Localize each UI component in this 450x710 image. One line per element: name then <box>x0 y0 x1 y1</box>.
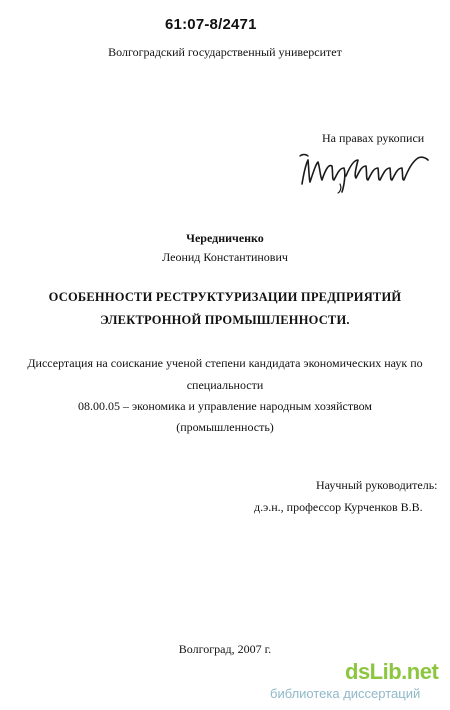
place-and-year: Волгоград, 2007 г. <box>178 642 272 656</box>
handwritten-signature <box>296 146 434 194</box>
advisor-name: д.э.н., профессор Курченков В.В. <box>254 500 423 514</box>
degree-description-line-1: Диссертация на соискание ученой степени кандидата экономических наук по <box>27 356 423 370</box>
thesis-title-line-1: ОСОБЕННОСТИ РЕСТРУКТУРИЗАЦИИ ПРЕДПРИЯТИЙ <box>48 290 402 304</box>
advisor-label: Научный руководитель: <box>316 478 438 492</box>
degree-description-line-2: специальности <box>186 378 264 392</box>
archive-code: 61:07-8/2471 <box>165 16 257 33</box>
thesis-title-line-2: ЭЛЕКТРОННОЙ ПРОМЫШЛЕННОСТИ. <box>100 313 350 327</box>
rights-note: На правах рукописи <box>322 131 425 145</box>
author-surname: Чередниченко <box>186 231 264 245</box>
university-name: Волгоградский государственный университет <box>108 45 342 59</box>
watermark-caption: библиотека диссертаций <box>270 686 421 701</box>
specialty-branch-line: (промышленность) <box>176 420 274 434</box>
author-full-name: Леонид Константинович <box>162 250 288 264</box>
specialty-code-line: 08.00.05 – экономика и управление народным хозяйством <box>77 399 373 413</box>
watermark-logo: dsLib.net <box>345 659 439 684</box>
